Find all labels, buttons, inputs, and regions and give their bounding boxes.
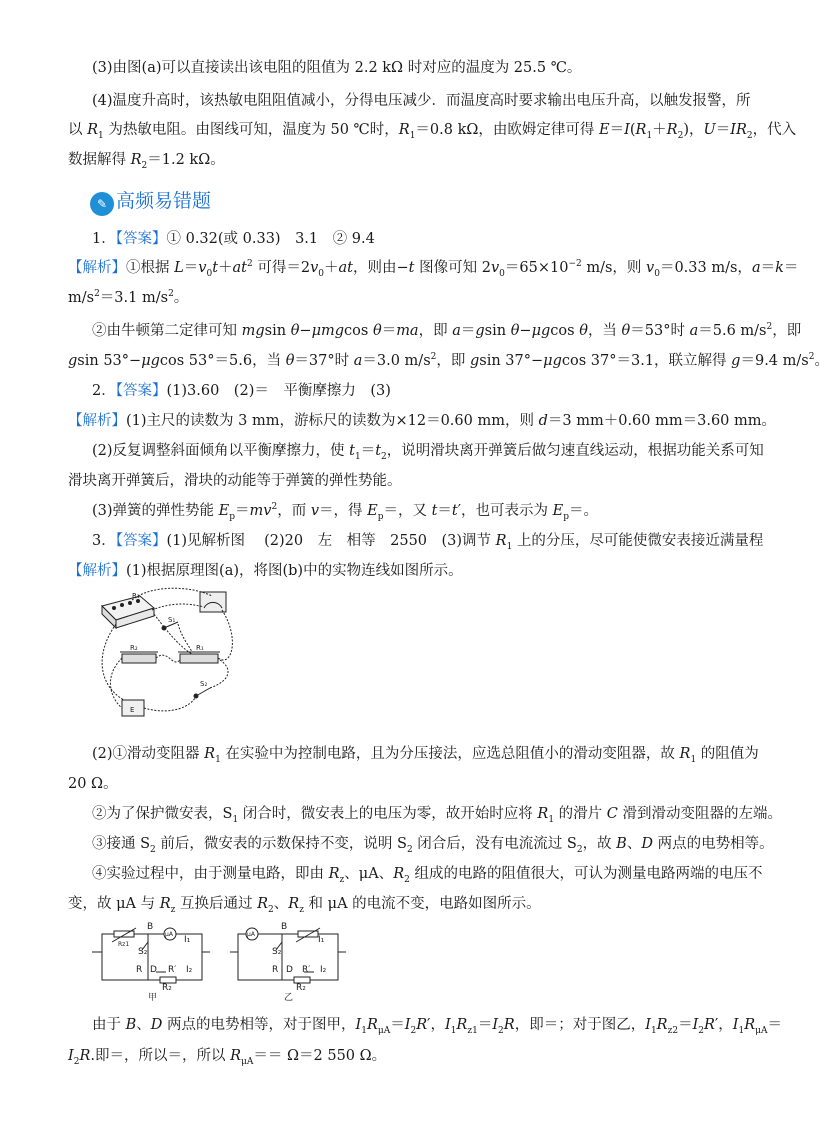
fig2-left-label-rz1: Rz1: [118, 941, 130, 948]
text-line: 【解析】(1)根据原理图(a)，将图(b)中的实物连线如图所示。: [68, 563, 463, 579]
fig2-left-label-r: R: [136, 965, 143, 975]
fig2-left-label-r2: R₂: [162, 983, 172, 993]
text-line: 【解析】(1)主尺的读数为 3 mm，游标尺的读数为×12＝0.60 mm，则 d＝3 mm＋0.60 mm＝3.60 mm。: [68, 413, 777, 429]
fig2-right-caption: 乙: [284, 993, 294, 1003]
text-line: 3．【答案】(1)见解析图 (2)20 左 相等 2550 (3)调节 $R_1$ 上的分压，尽可能使微安表接近满量程: [92, 533, 764, 552]
circuit-figure: [92, 920, 362, 1002]
text-line: $I_2R$.即＝，所以＝，所以 $R_{\mu A}== \Omega=2$ 550 Ω。: [68, 1048, 387, 1067]
text-line: 以 $R_1$ 为热敏电阻。由图线可知，温度为 50 ℃时，$R_1=0.8$ kΩ，由欧姆定律可得 $E=I(R_1+R_2)$，$U=IR_2$，代入: [68, 122, 797, 141]
text-line: (4)温度升高时，该热敏电阻阻值减小，分得电压减少．而温度高时要求输出电压升高，以触发报警，所: [92, 93, 751, 109]
fig2-left-label-i2: I₂: [186, 965, 193, 975]
text-line: (3)弹簧的弹性势能 $E_p=mv^2$，而 v＝，得 $E_p=$，又 t＝t′，也可表示为 $E_p=$。: [92, 502, 599, 522]
text-line: $m/s^2=3.1$ $m/s^2$。: [68, 289, 189, 306]
fig2-right-label-i1: I₁: [318, 935, 325, 945]
text-line: (2)反复调整斜面倾角以平衡摩擦力，使 $t_1=t_2$，说明滑块离开弹簧后做匀速直线运动，根据功能关系可知: [92, 443, 764, 462]
text-line: (3)由图(a)可以直接读出该电阻的阻值为 2.2 kΩ 时对应的温度为 25.5 ℃。: [92, 60, 582, 76]
text-line: (2)①滑动变阻器 $R_1$ 在实验中为控制电路，且为分压接法，应选总阻值小的滑动变阻器，故 $R_1$ 的阻值为: [92, 746, 759, 765]
fig2-left-label-ua: μA: [165, 931, 173, 938]
text-line: 20 Ω。: [68, 776, 118, 792]
fig2-left-label-d: D: [150, 965, 157, 975]
text-line: 1．【答案】① 0.32(或 0.33) 3.1 ② 9.4: [92, 231, 375, 247]
text-line: 2．【答案】(1)3.60 (2)＝ 平衡摩擦力 (3): [92, 383, 391, 399]
fig2-right-label-i2: I₂: [320, 965, 327, 975]
fig2-left-label-b: B: [147, 922, 154, 932]
label-s1: S₁: [168, 616, 176, 624]
text-line: ②由牛顿第二定律可知 mgsin θ−μmgcos θ＝ma，即 a＝gsin θ−μgcos θ，当 θ＝53°时 a＝5.6 $m/s^2$，即: [92, 322, 802, 339]
label-r2: R₂: [130, 644, 138, 652]
fig2-right-label-ua: μA: [247, 931, 255, 938]
fig2-right-label-rprime: R′: [302, 965, 311, 975]
section-heading: [90, 184, 211, 214]
section-badge-icon: ✎: [90, 192, 114, 216]
fig2-right-label-b: B: [281, 922, 288, 932]
wiring-figure: [92, 588, 242, 728]
section-title: 高频易错题: [116, 189, 212, 212]
label-s2: S₂: [200, 680, 208, 688]
fig2-left-label-rprime: R′: [168, 965, 177, 975]
text-line: 滑块离开弹簧后，滑块的动能等于弹簧的弹性势能。: [68, 473, 402, 489]
fig2-right-label-s2: S₂: [272, 947, 282, 957]
label-r1: R₁: [132, 592, 140, 600]
fig2-left-caption: 甲: [148, 993, 158, 1003]
text-line: 由于 B、D 两点的电势相等，对于图甲，$I_1R_{\mu A}=I_2R'$，$I_1R_{z1}=I_2R$，即＝；对于图乙，$I_1R_{z2}=I_2R'$，$I_1R_{\mu A}=$: [92, 1017, 782, 1036]
fig2-right-label-r: R: [272, 965, 279, 975]
text-line: gsin 53°−μgcos 53°＝5.6，当 θ＝37°时 a＝3.0 $m/s^2$，即 gsin 37°−μgcos 37°＝3.1，联立解得 g＝9.4 $m/s^2$。: [68, 352, 829, 369]
text-line: ③接通 $S_2$ 前后，微安表的示数保持不变，说明 $S_2$ 闭合后，没有电流流过 $S_2$，故 B、D 两点的电势相等。: [92, 836, 774, 855]
text-line: 变，故 μA 与 $R_z$ 互换后通过 $R_2$、$R_z$ 和 μA 的电流不变，电路如图所示。: [68, 896, 541, 915]
label-r1b: R₁: [196, 644, 204, 652]
fig2-right-label-r2: R₂: [296, 983, 306, 993]
fig2-left-label-s2: S₂: [138, 947, 148, 957]
text-line: 【解析】①根据 $L=v_0t+at^2$ 可得$=2v_0+at$，则由−t 图像可知 $2v_0=65\times 10^{-2}$ m/s，则 $v_0=0.33$ m/s，a＝k＝: [68, 259, 799, 279]
text-line: ④实验过程中，由于测量电路，即由 $R_z$、μA、$R_2$ 组成的电路的阻值很大，可认为测量电路两端的电压不: [92, 866, 763, 885]
fig2-left-label-i1: I₁: [184, 935, 191, 945]
fig2-right-label-d: D: [286, 965, 293, 975]
label-e: E: [130, 706, 135, 714]
text-line: ②为了保护微安表，$S_1$ 闭合时，微安表上的电压为零，故开始时应将 $R_1$ 的滑片 C 滑到滑动变阻器的左端。: [92, 806, 782, 825]
text-line: 数据解得 $R_2=1.2$ kΩ。: [68, 152, 225, 171]
